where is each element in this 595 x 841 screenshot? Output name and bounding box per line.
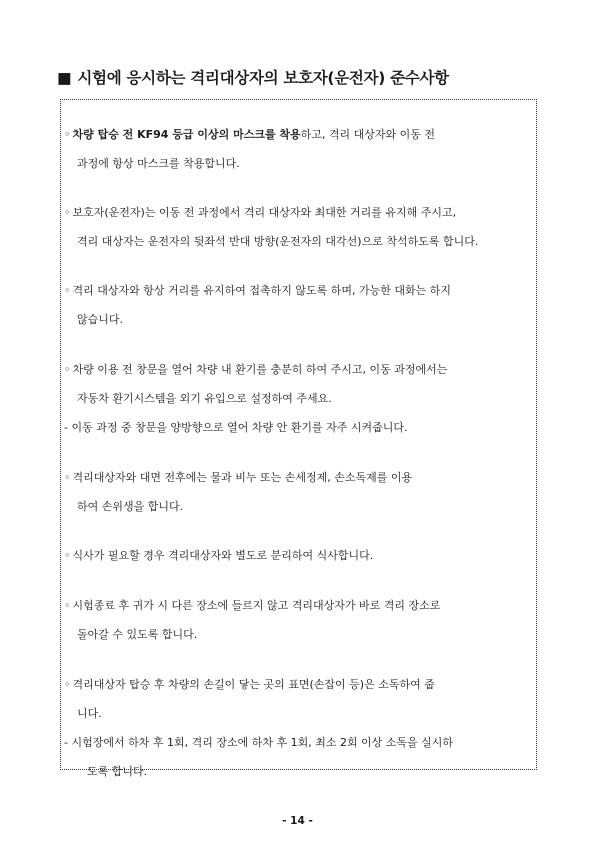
bullet-icon: ◦ [64,363,71,376]
square-bullet-icon: ■ [57,69,72,87]
item-line: 않습니다. [77,313,124,326]
item-line: 하고, 격리 대상자와 이동 전 [300,128,436,141]
list-item [64,120,534,178]
item-line: 니다. [77,707,102,720]
bullet-icon: ◦ [64,206,71,219]
list-item [64,355,534,442]
item-line: 차량 이용 전 창문을 열어 차량 내 환기를 충분히 하여 주시고, 이동 과정에서는 [72,363,448,376]
item-line: 격리 대상자는 운전자의 뒷좌석 반대 방향(운전자의 대각선)으로 착석하도록 합니다. [77,235,479,248]
list-item [64,276,534,334]
page-number: - 14 - [282,815,313,827]
item-line: 보호자(운전자)는 이동 전 과정에서 격리 대상자와 최대한 거리를 유지해 주시고, [72,206,457,219]
bullet-icon: ◦ [64,549,71,562]
item-sub-note: - 이동 과정 중 창문을 양방향으로 열어 차량 안 환기를 자주 시켜줍니다. [64,421,408,434]
item-line: 식사가 필요할 경우 격리대상자와 별도로 분리하여 식사합니다. [72,549,374,562]
item-line: 자동차 환기시스템을 외기 유입으로 설정하여 주세요. [77,392,332,405]
item-line: 격리대상자와 대면 전후에는 물과 비누 또는 손세정제, 손소독제를 이용 [72,471,413,484]
item-line: 하여 손위생을 합니다. [77,500,184,513]
item-line: 격리 대상자와 항상 거리를 유지하여 접촉하지 않도록 하며, 가능한 대화는 하지 [72,284,451,297]
list-item [64,670,534,786]
bullet-icon: ◦ [64,128,71,141]
item-sub-note: 도록 합니다. [87,765,148,778]
bullet-icon: ◦ [64,678,71,691]
item-line: 시험종료 후 귀가 시 다른 장소에 들르지 않고 격리대상자가 바로 격리 장소로 [72,599,441,612]
section-title: 시험에 응시하는 격리대상자의 보호자(운전자) 준수사항 [77,69,449,87]
item-line: 과정에 항상 마스크를 착용합니다. [77,157,240,170]
bullet-icon: ◦ [64,471,71,484]
list-item [64,541,534,570]
bullet-icon: ◦ [64,599,71,612]
list-item [64,591,534,649]
item-sub-note: - 시험장에서 하차 후 1회, 격리 장소에 하차 후 1회, 최소 2회 이상 소독을 실시하 [64,736,454,749]
item-line: 격리대상자 탑승 후 차량의 손길이 닿는 곳의 표면(손잡이 등)은 소독하여 줍 [72,678,435,691]
item-line: 돌아갈 수 있도록 합니다. [77,628,198,641]
bullet-icon: ◦ [64,284,71,297]
list-item [64,198,534,256]
list-item [64,463,534,521]
item-emphasis: 차량 탑승 전 KF94 등급 이상의 마스크를 착용 [72,128,301,141]
section-heading [57,66,449,88]
guideline-list [64,120,534,786]
